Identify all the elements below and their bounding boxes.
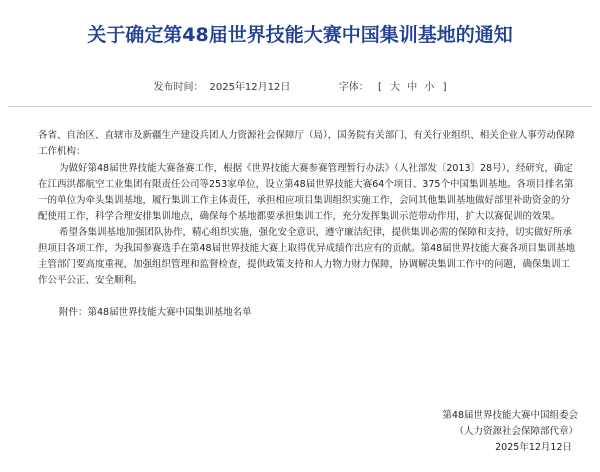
body-paragraph-2: 希望各集训基地加强团队协作，精心组织实施，强化安全意识，遵守廉洁纪律，提供集训必需的保障和支持，切实做好所承担项目各项工作，为我国参赛选手在第48届世界技能大赛上取得优异成绩作出应有的贡献。第48届世界技能大赛各项目集训基地主管部门要高度重视，加强组织管理和监督检查，提供政策支持和人力物力财力保障，协调解决集训工作中的问题，确保集训工作公平公正、安全顺利。 [38, 227, 576, 286]
signature-date: 2025年12月12日 [495, 442, 572, 453]
signature-sub-org: （人力资源社会保障部代章） [454, 426, 578, 437]
page-title: 关于确定第48届世界技能大赛中国集训基地的通知 [87, 24, 513, 46]
font-size-medium-button[interactable]: 中 [407, 82, 418, 93]
font-size-label: 字体： [338, 82, 369, 93]
article-body [38, 128, 576, 321]
salutation: 各省、自治区、直辖市及新疆生产建设兵团人力资源社会保障厅（局），国务院有关部门、有关行业组织、相关企业人事劳动保障工作机构： [38, 130, 575, 157]
publish-date: 2025年12月12日 [209, 82, 291, 93]
publish-label: 发布时间： [153, 82, 204, 93]
signature-block [442, 408, 578, 456]
attachment-link[interactable]: 附件：第48届世界技能大赛中国集训基地名单 [59, 307, 252, 318]
body-paragraph-1: 为做好第48届世界技能大赛备赛工作，根据《世界技能大赛参赛管理暂行办法》（人社部发〔2013〕28号），经研究，确定在江西洪都航空工业集团有限责任公司等253家单位，设立第48届世界技能大赛64个项目、375个中国集训基地。各项目排名第一的单位为牵头集训基地，履行集训工作主体责任，承担相应项目集训组织实施工作，会同其他集训基地做好部里补助资金的分配使用工作，科学合理安排集训地点，确保每个基地都要承担集训工作，充分发挥集训示范带动作用，扩大以赛促训的效果。 [38, 163, 574, 222]
article-meta [0, 78, 600, 93]
font-size-bracket-close: ] [442, 82, 447, 93]
font-size-small-button[interactable]: 小 [424, 82, 435, 93]
signature-org: 第48届世界技能大赛中国组委会 [442, 410, 578, 421]
header-divider [8, 106, 592, 107]
font-size-bracket-open: [ [377, 82, 382, 93]
font-size-large-button[interactable]: 大 [390, 82, 401, 93]
